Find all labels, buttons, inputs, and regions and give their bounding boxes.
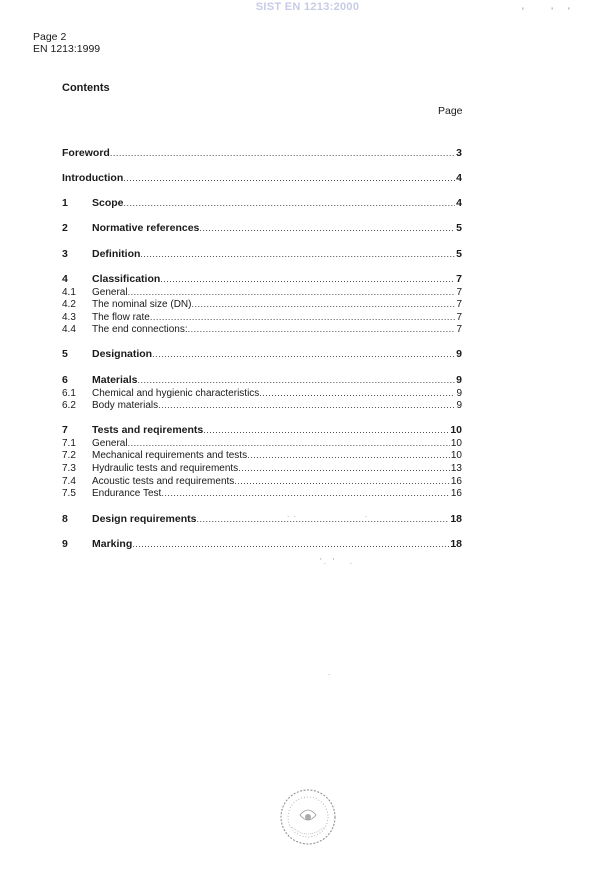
toc-entry-number: 6.1 [62,388,76,399]
toc-entry-label: Design requirements [92,513,197,525]
toc-entry-number: 7.5 [62,488,76,499]
toc-entry [62,323,462,335]
toc-entry-label: Designation [92,348,153,360]
toc-entry-number: 7.1 [62,438,76,449]
scan-specks: ' ' ' [522,6,570,16]
toc-entry-number: 4.3 [62,312,76,323]
toc-dot-leader [160,273,455,285]
toc-entry-number: 3 [62,248,68,260]
toc-entry [62,197,462,209]
toc-dot-leader [259,387,455,399]
page-column-label: Page [438,105,463,117]
toc-entry-label: Acoustic tests and requirements [92,476,235,487]
toc-dot-leader [150,311,456,323]
toc-entry-page: 4 [456,197,462,209]
toc-entry-page: 7 [456,312,462,323]
toc-entry-label: Introduction [62,172,124,184]
scan-mark: . . . [287,510,368,519]
toc-entry-number: 7.4 [62,476,76,487]
toc-entry-page: 7 [456,299,462,310]
toc-entry-label: The nominal size (DN) [92,299,192,310]
toc-entry-page: 16 [450,476,462,487]
toc-entry-page: 9 [456,400,462,411]
toc-entry-page: 7 [456,324,462,335]
toc-entry-label: The end connections: [92,324,188,335]
toc-entry-number: 4.1 [62,287,76,298]
toc-entry-page: 10 [450,438,462,449]
toc-entry-number: 5 [62,348,68,360]
toc-entry-label: Classification [92,273,161,285]
toc-entry-page: 5 [456,222,462,234]
toc-entry-number: 2 [62,222,68,234]
toc-entry [62,513,462,525]
toc-entry-page: 4 [456,172,462,184]
toc-entry-label: The flow rate [92,312,150,323]
toc-entry [62,437,462,449]
toc-dot-leader [123,172,455,184]
toc-entry [62,222,462,234]
toc-entry [62,399,462,411]
watermark-title: SIST EN 1213:2000 [255,1,360,13]
toc-entry-label: Definition [92,248,141,260]
page-header [33,31,100,55]
toc-dot-leader [188,323,456,335]
toc-entry-number: 6.2 [62,400,76,411]
toc-entry [62,449,462,461]
toc-entry-page: 7 [456,273,462,285]
toc-entry-label: Scope [92,197,124,209]
standard-id: EN 1213:1999 [33,43,101,55]
toc-entry-number: 4 [62,273,68,285]
toc-entry [62,147,462,159]
toc-entry-page: 18 [450,538,462,550]
toc-entry-label: Marking [92,538,133,550]
toc-entry [62,273,462,285]
toc-entry-number: 4.4 [62,324,76,335]
toc-entry [62,248,462,260]
toc-entry-number: 6 [62,374,68,386]
toc-dot-leader [128,437,450,449]
toc-entry-page: 10 [450,450,462,461]
toc-entry-number: 7 [62,424,68,436]
toc-entry [62,487,462,499]
toc-dot-leader [203,424,449,436]
toc-entry [62,538,462,550]
toc-entry [62,348,462,360]
toc-entry-page: 7 [456,287,462,298]
toc-entry-label: Foreword [62,147,110,159]
toc-dot-leader [132,538,449,550]
toc-entry [62,387,462,399]
toc-entry-number: 4.2 [62,299,76,310]
toc-entry-page: 9 [456,374,462,386]
toc-entry [62,374,462,386]
toc-entry-label: General [92,287,128,298]
toc-entry-page: 16 [450,488,462,499]
toc-entry-label: Body materials [92,400,159,411]
toc-entry-page: 9 [456,388,462,399]
toc-entry-page: 9 [456,348,462,360]
toc-entry [62,311,462,323]
toc-entry-label: General [92,438,128,449]
toc-entry-page: 10 [450,424,462,436]
contents-heading: Contents [62,82,110,94]
toc-entry [62,424,462,436]
toc-entry-label: Chemical and hygienic characteristics [92,388,260,399]
toc-dot-leader [247,449,450,461]
toc-entry-page: 5 [456,248,462,260]
toc-entry-page: 18 [450,513,462,525]
toc-entry [62,286,462,298]
toc-entry [62,462,462,474]
toc-dot-leader [124,197,456,209]
toc-entry-label: Normative references [92,222,200,234]
scan-mark: ' . ' . [320,557,352,566]
toc-dot-leader [234,475,450,487]
toc-entry-page: 3 [456,147,462,159]
toc-dot-leader [238,462,450,474]
toc-entry-number: 1 [62,197,68,209]
toc-entry-label: Endurance Test [92,488,162,499]
toc-entry [62,172,462,184]
toc-entry [62,298,462,310]
page-number: Page 2 [33,31,67,43]
toc-entry-number: 7.2 [62,450,76,461]
toc-entry-label: Mechanical requirements and tests [92,450,248,461]
toc-dot-leader [152,348,455,360]
toc-dot-leader [140,248,455,260]
toc-entry-label: Tests and reqirements [92,424,204,436]
toc-entry [62,475,462,487]
scan-mark: . [328,668,331,677]
toc-entry-number: 8 [62,513,68,525]
toc-dot-leader [128,286,456,298]
toc-dot-leader [161,487,450,499]
toc-entry-number: 9 [62,538,68,550]
toc-dot-leader [191,298,455,310]
toc-entry-number: 7.3 [62,463,76,474]
toc-dot-leader [199,222,455,234]
toc-entry-page: 13 [450,463,462,474]
toc-dot-leader [138,374,456,386]
toc-dot-leader [110,147,455,159]
toc-entry-label: Materials [92,374,138,386]
toc-dot-leader [158,399,455,411]
toc-entry-label: Hydraulic tests and requirements [92,463,239,474]
official-seal-stamp [278,787,338,847]
